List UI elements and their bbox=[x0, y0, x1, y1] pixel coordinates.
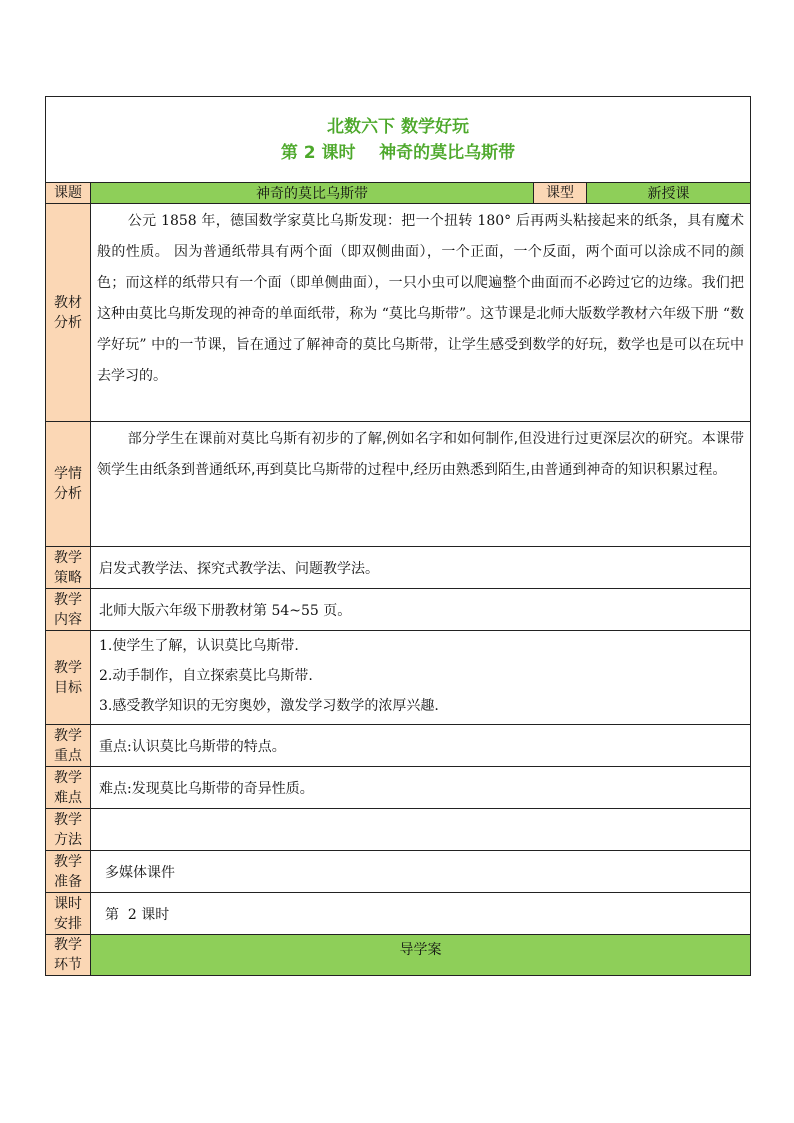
student-analysis-label-text: 学情分析 bbox=[54, 466, 82, 502]
content-label-text: 教学内容 bbox=[54, 591, 82, 628]
method-text bbox=[91, 809, 751, 851]
process-text: 导学案 bbox=[91, 935, 751, 976]
goals-list bbox=[91, 631, 751, 725]
student-analysis-text-cell bbox=[91, 422, 751, 547]
difficulty-row bbox=[46, 767, 751, 809]
goals-label-text: 教学目标 bbox=[54, 659, 82, 696]
title-line-2: 第 2 课时 神奇的莫比乌斯带 bbox=[280, 142, 516, 163]
topic-value: 神奇的莫比乌斯带 bbox=[91, 183, 534, 204]
method-row bbox=[46, 809, 751, 851]
process-label bbox=[46, 935, 91, 976]
schedule-label bbox=[46, 893, 91, 935]
lesson-plan-sheet bbox=[45, 96, 750, 976]
material-analysis-label bbox=[46, 204, 91, 422]
schedule-row bbox=[46, 893, 751, 935]
type-label: 课型 bbox=[534, 183, 587, 204]
goal-item: 2.动手制作，自立探索莫比乌斯带. bbox=[99, 668, 313, 684]
content-text: 北师大版六年级下册教材第 54~55 页。 bbox=[91, 589, 751, 631]
material-analysis-text: 公元 1858 年，德国数学家莫比乌斯发现：把一个扭转 180° 后再两头粘接起来的纸条，具有魔术般的性质。 因为普通纸带具有两个面（即双侧曲面），一个正面，一个反面，两个面可以涂成不同的颜色；而这样的纸带只有一个面（即单侧曲面），一只小虫可以爬遍整个曲面而不必跨过它的边缘。我们把这种由莫比乌斯发现的神奇的单面纸带，称为 “莫比乌斯带”。这节课是北师大版数学教材六年级下册 “数学好玩” 中的一节课，旨在通过了解神奇的莫比乌斯带，让学生感受到数学的好玩，数学也是可以在玩中去学习的。 bbox=[97, 213, 745, 384]
preparation-text: 多媒体课件 bbox=[91, 851, 751, 893]
key-point-row bbox=[46, 725, 751, 767]
topic-label: 课题 bbox=[46, 183, 91, 204]
key-point-label bbox=[46, 725, 91, 767]
method-label bbox=[46, 809, 91, 851]
goal-item: 3.感受教学知识的无穷奥妙，激发学习数学的浓厚兴趣. bbox=[99, 698, 439, 714]
content-label bbox=[46, 589, 91, 631]
goals-row bbox=[46, 631, 751, 725]
strategy-label bbox=[46, 547, 91, 589]
material-analysis-text-cell bbox=[91, 204, 751, 422]
difficulty-text: 难点:发现莫比乌斯带的奇异性质。 bbox=[91, 767, 751, 809]
schedule-text: 第 2 课时 bbox=[91, 893, 751, 935]
goals-label bbox=[46, 631, 91, 725]
strategy-text: 启发式教学法、探究式教学法、问题教学法。 bbox=[91, 547, 751, 589]
title-line-1: 北数六下 数学好玩 bbox=[327, 116, 469, 137]
student-analysis-label bbox=[46, 422, 91, 547]
process-row bbox=[46, 935, 751, 976]
goal-item: 1.使学生了解，认识莫比乌斯带. bbox=[99, 638, 299, 654]
preparation-row bbox=[46, 851, 751, 893]
type-value: 新授课 bbox=[587, 183, 751, 204]
lesson-plan-table bbox=[45, 96, 751, 976]
schedule-label-text: 课时安排 bbox=[54, 895, 82, 932]
difficulty-label-text: 教学难点 bbox=[54, 769, 82, 806]
student-analysis-row bbox=[46, 422, 751, 547]
material-analysis-row bbox=[46, 204, 751, 422]
key-point-label-text: 教学重点 bbox=[54, 727, 82, 764]
material-analysis-label-text: 教材分析 bbox=[54, 294, 82, 331]
content-row bbox=[46, 589, 751, 631]
title-cell bbox=[46, 97, 751, 183]
topic-row bbox=[46, 183, 751, 204]
preparation-label-text: 教学准备 bbox=[54, 853, 82, 890]
process-label-text: 教学环节 bbox=[54, 937, 82, 973]
strategy-label-text: 教学策略 bbox=[54, 549, 82, 586]
student-analysis-text: 部分学生在课前对莫比乌斯有初步的了解,例如名字和如何制作,但没进行过更深层次的研究。本课带领学生由纸条到普通纸环,再到莫比乌斯带的过程中,经历由熟悉到陌生,由普通到神奇的知识积累过程。 bbox=[97, 431, 745, 478]
strategy-row bbox=[46, 547, 751, 589]
title-row bbox=[46, 97, 751, 183]
difficulty-label bbox=[46, 767, 91, 809]
preparation-label bbox=[46, 851, 91, 893]
key-point-text: 重点:认识莫比乌斯带的特点。 bbox=[91, 725, 751, 767]
method-label-text: 教学方法 bbox=[54, 811, 82, 848]
